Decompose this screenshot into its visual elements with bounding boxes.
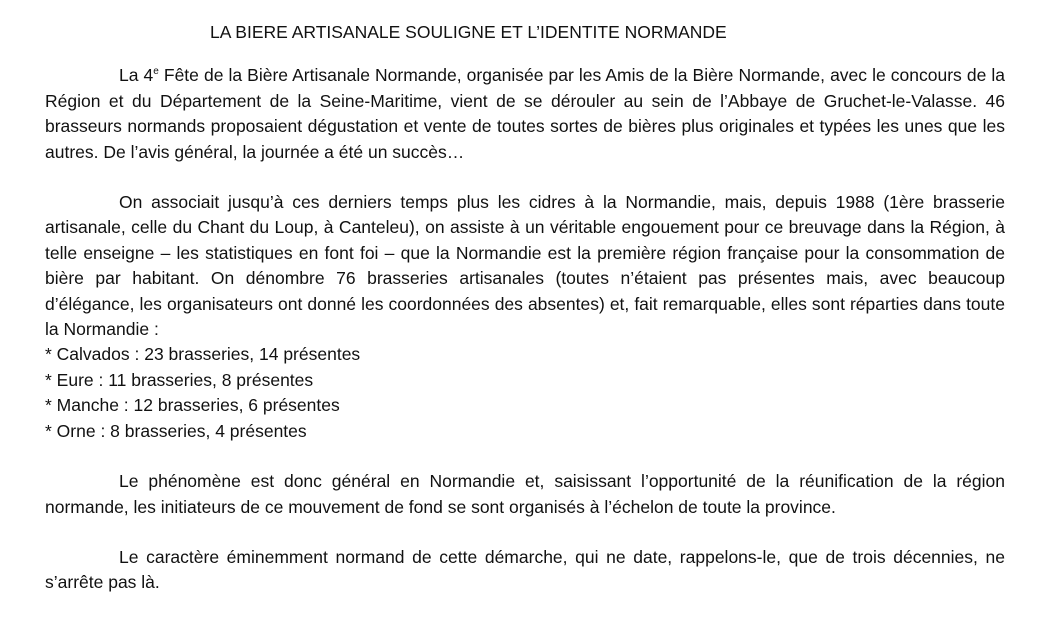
list-item: * Calvados : 23 brasseries, 14 présentes <box>45 344 361 365</box>
paragraph-conclusion: Le caractère éminemment normand de cette démarche, qui ne date, rappelons-le, que de trois décennies, ne s’arrête pas là. <box>45 546 1005 593</box>
ordinal-superscript: e <box>153 65 159 77</box>
list-item: * Manche : 12 brasseries, 6 présentes <box>45 395 340 416</box>
paragraph-intro-lead: La 4 <box>119 65 154 86</box>
document-page <box>45 20 1005 596</box>
list-item: * Eure : 11 brasseries, 8 présentes <box>45 369 314 390</box>
paragraph-intro <box>45 63 1005 165</box>
paragraph-context: On associait jusqu’à ces derniers temps plus les cidres à la Normandie, mais, depuis 1988 (1ère brasserie artisanale, celle du Chant du Loup, à Canteleu), on assiste à un véritable engouement pour ce breuvage dans la Région, à telle enseigne – les statistiques en font foi – que la Normandie est la première région française pour la consommation de bière par habitant. On dénombre 76 brasseries artisanales (toutes n’étaient pas présentes mais, avec beaucoup d’élégance, les organisateurs ont donné les coordonnées des absentes) et, fait remarquable, elles sont réparties dans toute la Normandie : <box>45 192 1005 340</box>
paragraph-spacer <box>45 520 1005 545</box>
list-item: * Orne : 8 brasseries, 4 présentes <box>45 420 307 441</box>
paragraph-spacer <box>45 165 1005 190</box>
paragraph-phenomenon: Le phénomène est donc général en Normandie et, saisissant l’opportunité de la réunification de la région normande, les initiateurs de ce mouvement de fond se sont organisés à l’échelon de toute la province. <box>45 471 1005 517</box>
paragraph-intro-rest: Fête de la Bière Artisanale Normande, organisée par les Amis de la Bière Normande, avec le concours de la Région et du Département de la Seine-Maritime, vient de se dérouler au sein de l’Abbaye de Gruchet-le-Valasse. 46 brasseurs normands proposaient dégustation et vente de toutes sortes de bières plus originales et typées les unes que les autres. De l’avis général, la journée a été un succès… <box>45 65 1005 162</box>
brewery-list <box>45 342 1005 444</box>
document-title: LA BIERE ARTISANALE SOULIGNE ET L’IDENTITE NORMANDE <box>210 22 727 42</box>
paragraph-spacer <box>45 444 1005 469</box>
